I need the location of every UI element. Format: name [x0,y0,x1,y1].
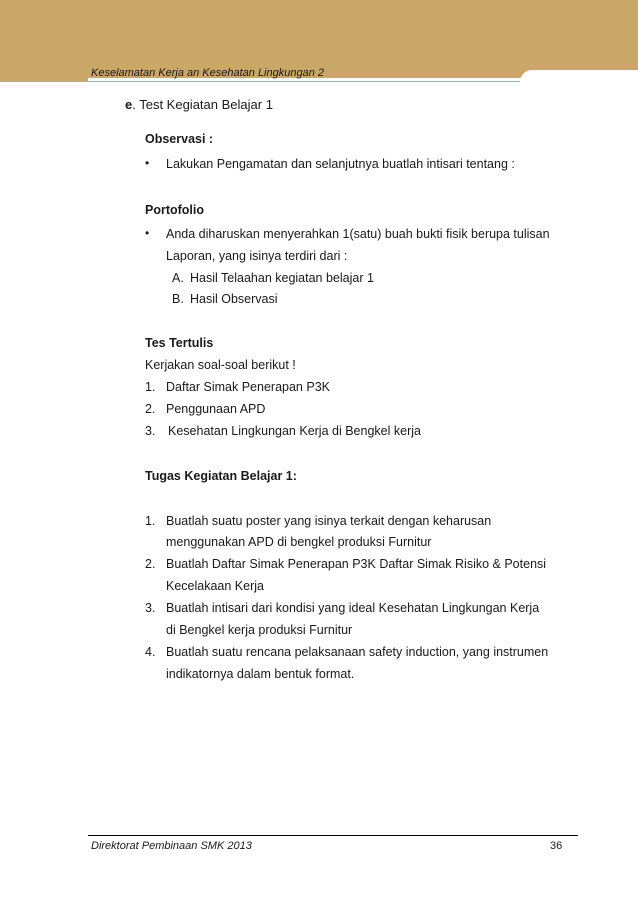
tes-tertulis-intro: Kerjakan soal-soal berikut ! [145,358,296,372]
section-title-text: . Test Kegiatan Belajar 1 [132,97,273,112]
portofolio-sub-marker: A. [172,271,184,285]
tugas-item-line-2: indikatornya dalam bentuk format. [166,667,355,681]
portofolio-sub-marker: B. [172,292,184,306]
portofolio-line-1: Anda diharuskan menyerahkan 1(satu) buah bukti fisik berupa tulisan [166,227,550,241]
tugas-item-marker: 3. [145,601,156,615]
tugas-item-line-1: Buatlah suatu rencana pelaksanaan safety induction, yang instrumen [166,645,549,659]
tugas-item-line-1: Buatlah intisari dari kondisi yang ideal Kesehatan Lingkungan Kerja [166,601,540,615]
tes-item-text: Kesehatan Lingkungan Kerja di Bengkel kerja [168,424,421,438]
observasi-heading: Observasi : [145,132,214,146]
tugas-item-line-2: di Bengkel kerja produksi Furnitur [166,623,353,637]
observasi-bullet: • [145,156,150,170]
tugas-item-marker: 4. [145,645,156,659]
running-title: Keselamatan Kerja an Kesehatan Lingkungan 2 [91,67,325,79]
tugas-item-line-2: Kecelakaan Kerja [166,579,264,593]
portofolio-line-2: Laporan, yang isinya terdiri dari : [166,249,348,263]
section-letter: e [125,97,133,112]
page-number: 36 [550,840,563,852]
section-title [125,97,273,112]
tugas-item-line-1: Buatlah Daftar Simak Penerapan P3K Daftar Simak Risiko & Potensi [166,557,547,571]
portofolio-sub-text: Hasil Observasi [190,292,278,306]
portofolio-sub-text: Hasil Telaahan kegiatan belajar 1 [190,271,374,285]
footer-divider [88,835,578,836]
tugas-item-marker: 1. [145,514,156,528]
observasi-item: Lakukan Pengamatan dan selanjutnya buatlah intisari tentang : [166,157,515,171]
tes-item-text: Daftar Simak Penerapan P3K [166,380,330,394]
tes-item-marker: 1. [145,380,156,394]
tugas-item-line-1: Buatlah suatu poster yang isinya terkait dengan keharusan [166,514,492,528]
header-tab-shape [520,70,638,84]
footer-publisher: Direktorat Pembinaan SMK 2013 [91,840,252,852]
portofolio-heading: Portofolio [145,203,205,217]
tugas-item-line-2: menggunakan APD di bengkel produksi Furnitur [166,535,432,549]
tes-tertulis-heading: Tes Tertulis [145,336,214,350]
portofolio-bullet: • [145,226,150,240]
tugas-heading: Tugas Kegiatan Belajar 1: [145,469,297,483]
tes-item-marker: 3. [145,424,156,438]
tes-item-text: Penggunaan APD [166,402,266,416]
tugas-item-marker: 2. [145,557,156,571]
tes-item-marker: 2. [145,402,156,416]
